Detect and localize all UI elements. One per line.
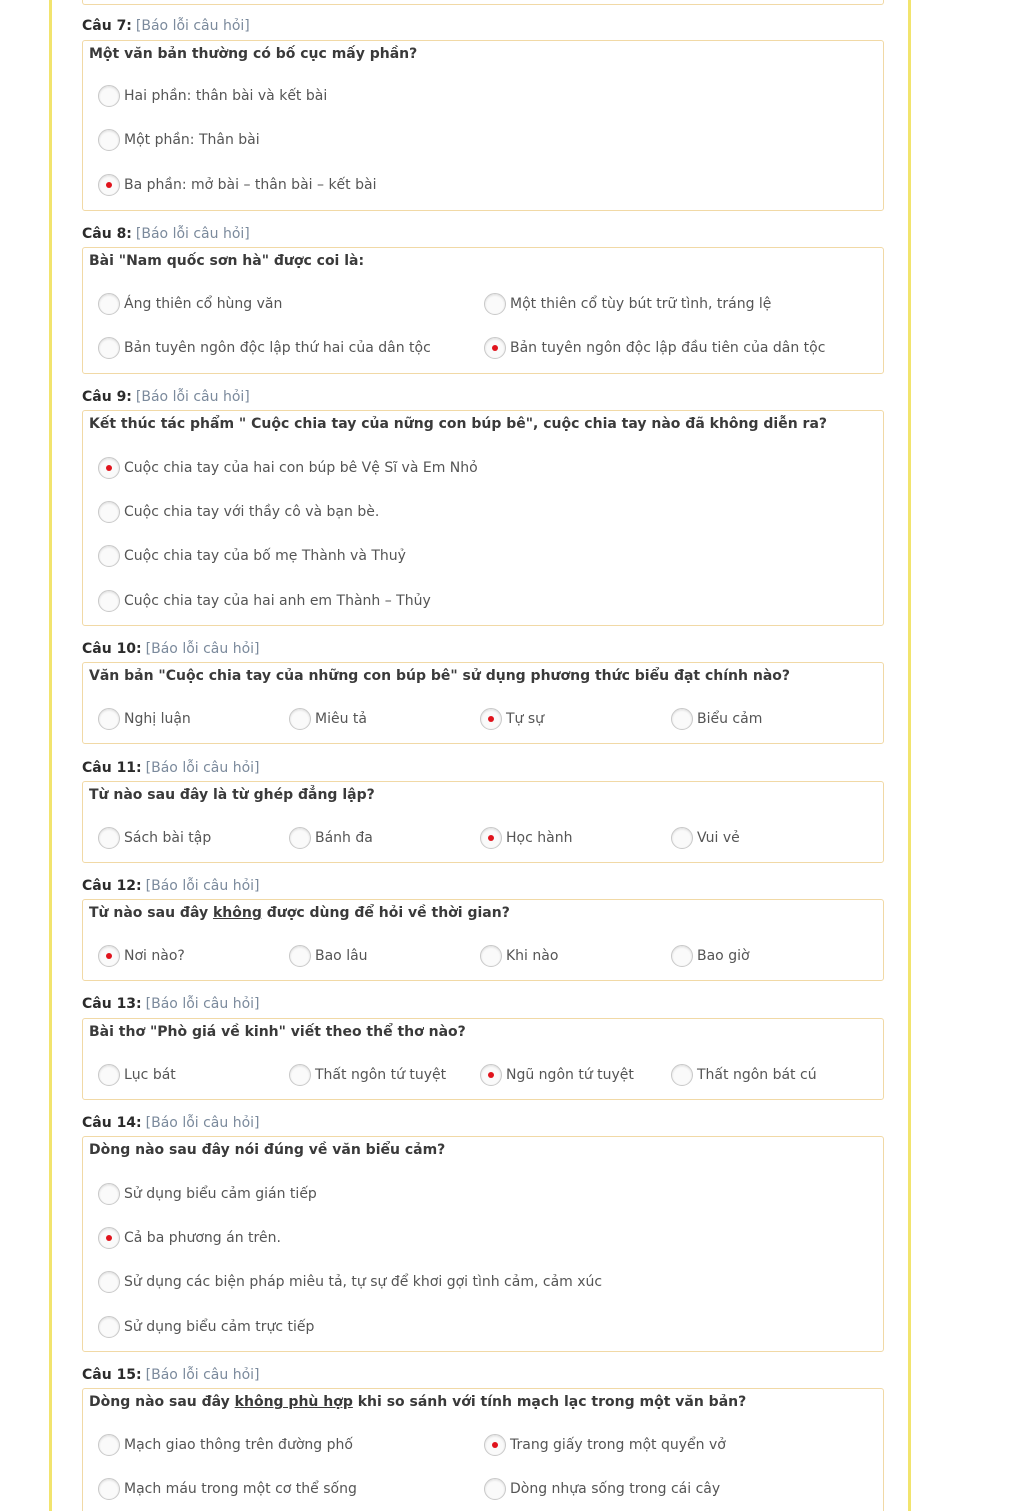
option-label: Cả ba phương án trên. <box>124 1230 281 1246</box>
radio-button[interactable] <box>98 1316 120 1338</box>
previous-question-box-edge <box>82 0 884 5</box>
question-text-part: Dòng nào sau đây <box>89 1394 235 1410</box>
question-8-box <box>82 247 884 374</box>
option[interactable] <box>289 707 367 731</box>
option-label: Cuộc chia tay của bố mẹ Thành và Thuỷ <box>124 548 406 564</box>
radio-button[interactable] <box>289 827 311 849</box>
option-label: Một phần: Thân bài <box>124 132 260 148</box>
radio-button[interactable] <box>98 1183 120 1205</box>
option[interactable] <box>484 336 825 360</box>
option[interactable] <box>98 1315 314 1339</box>
question-15-label <box>82 1366 260 1384</box>
option[interactable] <box>98 1226 281 1250</box>
option[interactable] <box>98 589 431 613</box>
question-text-underlined: không phù hợp <box>234 1394 353 1410</box>
option-label: Thất ngôn tứ tuyệt <box>315 1067 447 1083</box>
option-label: Ngũ ngôn tứ tuyệt <box>506 1067 634 1083</box>
question-number: Câu 14: <box>82 1115 142 1131</box>
option[interactable] <box>98 292 282 316</box>
question-text: Một văn bản thường có bố cục mấy phần? <box>89 46 418 62</box>
option[interactable] <box>98 1063 176 1087</box>
option[interactable] <box>98 500 379 524</box>
question-13-label <box>82 995 260 1013</box>
option[interactable] <box>98 1433 353 1457</box>
option[interactable] <box>98 1477 357 1501</box>
option[interactable] <box>98 456 478 480</box>
question-text <box>89 904 510 922</box>
option[interactable] <box>480 1063 634 1087</box>
option[interactable] <box>98 1182 317 1206</box>
radio-button[interactable] <box>98 1434 120 1456</box>
radio-button[interactable] <box>98 129 120 151</box>
radio-button[interactable] <box>289 945 311 967</box>
option[interactable] <box>480 826 572 850</box>
radio-button[interactable] <box>98 708 120 730</box>
option-label: Trang giấy trong một quyển vở <box>510 1437 726 1453</box>
question-text: Kết thúc tác phẩm " Cuộc chia tay của nững con búp bê", cuộc chia tay nào đã không diễn ra? <box>89 416 828 432</box>
question-9-box <box>82 410 884 626</box>
option-label: Sử dụng các biện pháp miêu tả, tự sự để khơi gợi tình cảm, cảm xúc <box>124 1274 603 1290</box>
radio-button[interactable] <box>98 590 120 612</box>
question-text: Bài "Nam quốc sơn hà" được coi là: <box>89 253 365 269</box>
question-text: Dòng nào sau đây nói đúng về văn biểu cảm? <box>89 1142 446 1158</box>
report-question-link[interactable]: [Báo lỗi câu hỏi] <box>145 878 260 894</box>
question-10-box <box>82 662 884 744</box>
option-label: Tự sự <box>506 711 545 727</box>
question-14-label <box>82 1114 260 1132</box>
radio-button[interactable] <box>671 1064 693 1086</box>
option-label: Cuộc chia tay của hai anh em Thành – Thủy <box>124 593 431 609</box>
option-label: Dòng nhựa sống trong cái cây <box>510 1481 721 1497</box>
question-13-box <box>82 1018 884 1100</box>
option[interactable] <box>98 707 191 731</box>
question-text: Bài thơ "Phò giá về kinh" viết theo thể thơ nào? <box>89 1024 466 1040</box>
radio-button-selected[interactable] <box>480 1064 502 1086</box>
option-label: Một thiên cổ tùy bút trữ tình, tráng lệ <box>510 296 772 312</box>
option-label: Khi nào <box>506 948 559 964</box>
report-question-link[interactable]: [Báo lỗi câu hỏi] <box>135 389 250 405</box>
option-label: Sách bài tập <box>124 830 212 846</box>
option[interactable] <box>98 336 431 360</box>
option-label: Hai phần: thân bài và kết bài <box>124 88 328 104</box>
option[interactable] <box>480 707 544 731</box>
option[interactable] <box>289 1063 446 1087</box>
radio-button[interactable] <box>484 1478 506 1500</box>
question-text <box>89 1393 746 1411</box>
report-question-link[interactable]: [Báo lỗi câu hỏi] <box>145 996 260 1012</box>
radio-button[interactable] <box>98 85 120 107</box>
option[interactable] <box>671 707 762 731</box>
option-label: Bản tuyên ngôn độc lập thứ hai của dân tộc <box>124 340 431 356</box>
report-question-link[interactable]: [Báo lỗi câu hỏi] <box>145 1115 260 1131</box>
question-11-label <box>82 759 260 777</box>
radio-button[interactable] <box>484 293 506 315</box>
option-label: Vui vẻ <box>697 830 740 846</box>
option-label: Biểu cảm <box>697 711 763 727</box>
question-12-box <box>82 899 884 981</box>
radio-button-selected[interactable] <box>480 708 502 730</box>
option[interactable] <box>98 944 185 968</box>
question-text-part: được dùng để hỏi về thời gian? <box>261 905 510 921</box>
report-question-link[interactable]: [Báo lỗi câu hỏi] <box>145 641 260 657</box>
question-8-label <box>82 225 250 243</box>
question-7-label <box>82 17 250 35</box>
radio-button[interactable] <box>289 708 311 730</box>
option[interactable] <box>671 826 740 850</box>
option-label: Bao lâu <box>315 948 368 964</box>
option-label: Nơi nào? <box>124 948 185 964</box>
radio-button-selected[interactable] <box>484 337 506 359</box>
option[interactable] <box>671 944 750 968</box>
report-question-link[interactable]: [Báo lỗi câu hỏi] <box>135 226 250 242</box>
question-text: Từ nào sau đây là từ ghép đẳng lập? <box>89 787 375 803</box>
option[interactable] <box>98 544 406 568</box>
option[interactable] <box>98 173 376 197</box>
option[interactable] <box>98 84 327 108</box>
question-15-box <box>82 1388 884 1511</box>
option-label: Mạch máu trong một cơ thể sống <box>124 1481 357 1497</box>
option-label: Bánh đa <box>315 830 373 846</box>
radio-button[interactable] <box>98 545 120 567</box>
radio-button-selected[interactable] <box>98 457 120 479</box>
question-number: Câu 15: <box>82 1367 142 1383</box>
radio-button-selected[interactable] <box>98 945 120 967</box>
question-12-label <box>82 877 260 895</box>
option-label: Miêu tả <box>315 711 367 727</box>
option-label: Học hành <box>506 830 573 846</box>
question-text-underlined: không <box>212 905 262 921</box>
radio-button[interactable] <box>671 827 693 849</box>
radio-button[interactable] <box>671 945 693 967</box>
radio-button-selected[interactable] <box>480 827 502 849</box>
radio-button[interactable] <box>289 1064 311 1086</box>
question-10-label <box>82 640 260 658</box>
option[interactable] <box>671 1063 817 1087</box>
radio-button[interactable] <box>98 1478 120 1500</box>
radio-button[interactable] <box>480 945 502 967</box>
report-question-link[interactable]: [Báo lỗi câu hỏi] <box>145 1367 260 1383</box>
report-question-link[interactable]: [Báo lỗi câu hỏi] <box>145 760 260 776</box>
option-label: Áng thiên cổ hùng văn <box>124 296 283 312</box>
question-number: Câu 11: <box>82 760 142 776</box>
option-label: Cuộc chia tay với thầy cô và bạn bè. <box>124 504 380 520</box>
radio-button-selected[interactable] <box>98 1227 120 1249</box>
radio-button[interactable] <box>98 501 120 523</box>
question-number: Câu 10: <box>82 641 142 657</box>
option[interactable] <box>98 128 260 152</box>
radio-button[interactable] <box>98 1064 120 1086</box>
option[interactable] <box>98 826 211 850</box>
option-label: Bản tuyên ngôn độc lập đầu tiên của dân tộc <box>510 340 826 356</box>
question-text: Văn bản "Cuộc chia tay của những con búp bê" sử dụng phương thức biểu đạt chính nào? <box>89 668 791 684</box>
radio-button-selected[interactable] <box>484 1434 506 1456</box>
radio-button[interactable] <box>98 1271 120 1293</box>
question-number: Câu 9: <box>82 389 132 405</box>
report-question-link[interactable]: [Báo lỗi câu hỏi] <box>135 18 250 34</box>
question-9-label <box>82 388 250 406</box>
radio-button-selected[interactable] <box>98 174 120 196</box>
option-label: Cuộc chia tay của hai con búp bê Vệ Sĩ và Em Nhỏ <box>124 460 478 476</box>
option[interactable] <box>480 944 558 968</box>
radio-button[interactable] <box>98 293 120 315</box>
option-label: Thất ngôn bát cú <box>697 1067 817 1083</box>
option-label: Ba phần: mở bài – thân bài – kết bài <box>124 177 377 193</box>
option[interactable] <box>289 944 368 968</box>
option-label: Lục bát <box>124 1067 176 1083</box>
question-11-box <box>82 781 884 863</box>
question-number: Câu 8: <box>82 226 132 242</box>
option-label: Sử dụng biểu cảm gián tiếp <box>124 1186 317 1202</box>
question-number: Câu 12: <box>82 878 142 894</box>
option-label: Bao giờ <box>697 948 750 964</box>
option[interactable] <box>484 292 771 316</box>
option[interactable] <box>289 826 373 850</box>
question-text-part: khi so sánh với tính mạch lạc trong một văn bản? <box>352 1394 747 1410</box>
question-14-box <box>82 1136 884 1352</box>
option[interactable] <box>98 1270 602 1294</box>
question-7-box <box>82 40 884 211</box>
option-label: Sử dụng biểu cảm trực tiếp <box>124 1319 315 1335</box>
radio-button[interactable] <box>98 827 120 849</box>
question-number: Câu 7: <box>82 18 132 34</box>
radio-button[interactable] <box>671 708 693 730</box>
option-label: Nghị luận <box>124 711 191 727</box>
option[interactable] <box>484 1477 720 1501</box>
option[interactable] <box>484 1433 726 1457</box>
option-label: Mạch giao thông trên đường phố <box>124 1437 353 1453</box>
question-number: Câu 13: <box>82 996 142 1012</box>
question-text-part: Từ nào sau đây <box>89 905 213 921</box>
radio-button[interactable] <box>98 337 120 359</box>
